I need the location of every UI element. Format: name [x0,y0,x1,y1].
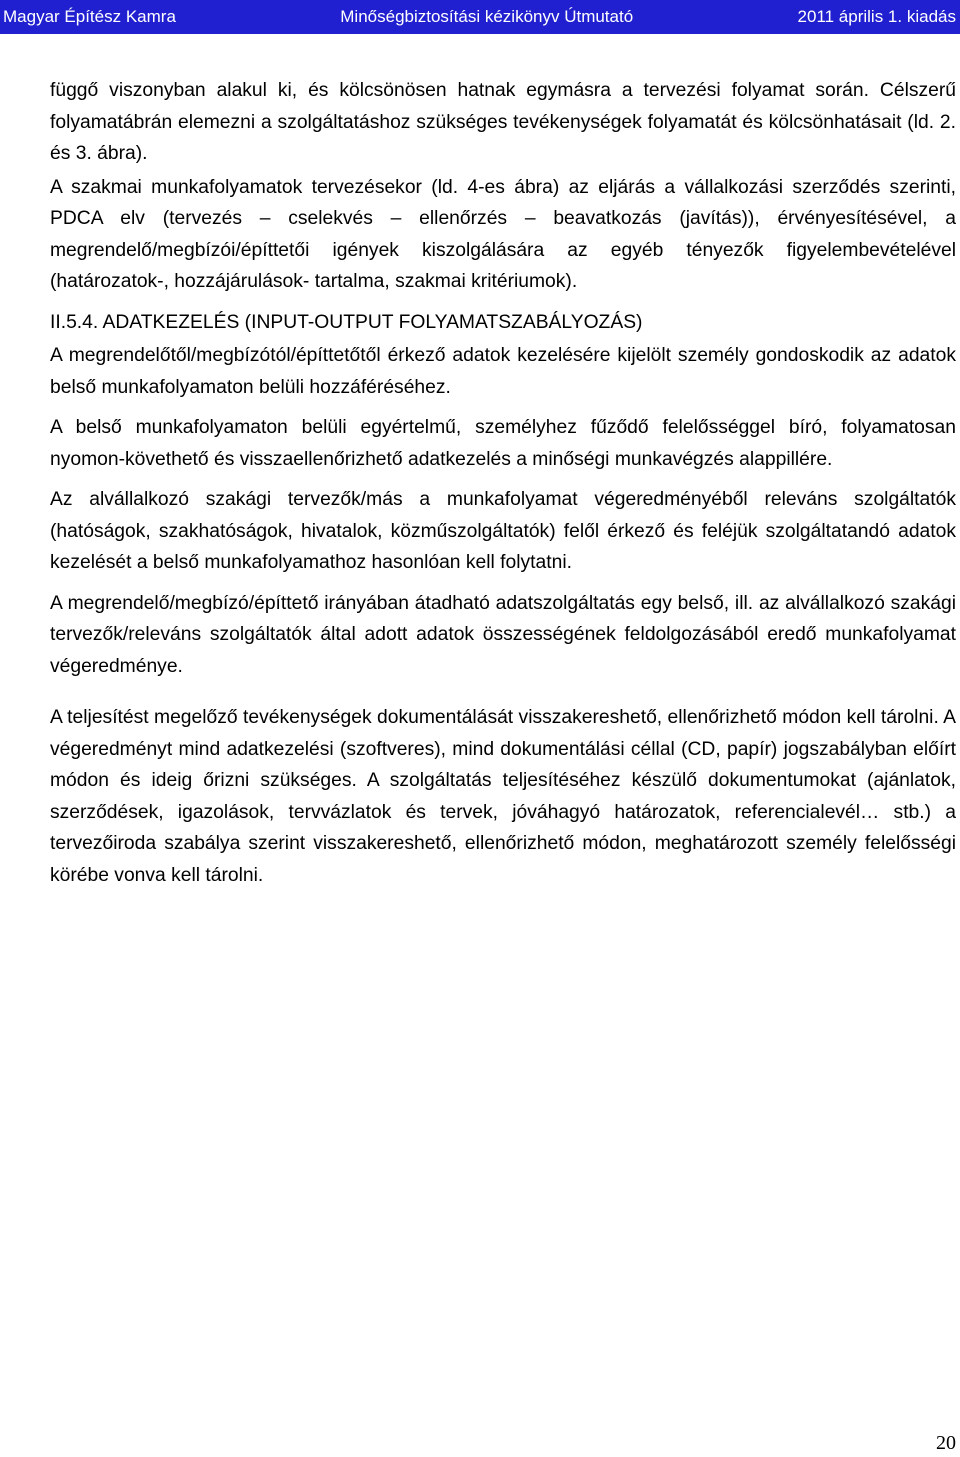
paragraph-subcontractors: Az alvállalkozó szakági tervezők/más a munkafolyamat végeredményéből releváns szolgáltatók (hatóságok, szakhatóságok, hivatalok, közműszolgáltatók) felől érkező és feléjük szolgáltatandó adatok kezelését a belső munkafolyamathoz hasonlóan kell folytatni. [50,489,956,573]
paragraph-pdca: A szakmai munkafolyamatok tervezésekor (ld. 4-es ábra) az eljárás a vállalkozási szerződés szerinti, PDCA elv (tervezés – cselekvés – ellenőrzés – beavatkozás (javítás)), érvényesítésével, a megrendelő/megbízói/építtetői igények kiszolgálására az egyéb tényezők figyelembevételével (határozatok-, hozzájárulások- tartalma, szakmai kritériumok). [50,176,956,292]
page-header [0,0,960,34]
section-heading: II.5.4. ADATKEZELÉS (INPUT-OUTPUT FOLYAMATSZABÁLYOZÁS) [50,311,643,333]
header-edition: 2011 április 1. kiadás [797,7,956,26]
header-organization: Magyar Építész Kamra [3,7,176,26]
paragraph-intro-continuation: függő viszonyban alakul ki, és kölcsönösen hatnak egymásra a tervezési folyamat során. Célszerű folyamatábrán elemezni a szolgáltatáshoz szükséges tevékenységek folyamatát és kölcsönhatásait (ld. 2. és 3. ábra). [50,80,956,164]
paragraph-data-delivery: A megrendelő/megbízó/építtető irányában átadható adatszolgáltatás egy belső, ill. az alvállalkozó szakági tervezők/releváns szolgáltatók által adott adatok összességének feldolgozásából eredő munkafolyamat végeredménye. [50,592,956,677]
document-body [50,75,956,891]
paragraph-documentation-storage: A teljesítést megelőző tevékenységek dokumentálását visszakereshető, ellenőrizhető módon kell tárolni. A végeredményt mind adatkezelési (szoftveres), mind dokumentálási céllal (CD, papír) jogszabályban előírt módon és ideig őrizni szükséges. A szolgáltatás teljesítéséhez készülő dokumentumokat (ajánlatok, szerződések, igazolások, tervvázlatok és tervek, jóváhagyó határozatok, referencialevél… stb.) a tervezőiroda szabálya szerint visszakereshető, ellenőrizhető módon, meghatározott személy felelősségi körébe vonva kell tárolni. [50,707,956,886]
header-document-title: Minőségbiztosítási kézikönyv Útmutató [340,7,634,26]
page-number: 20 [936,1432,956,1454]
paragraph-internal-workflow: A belső munkafolyamaton belüli egyértelmű, személyhez fűződő felelősséggel bíró, folyamatosan nyomon-követhető és visszaellenőrizhető adatkezelés a minőségi munkavégzés alappillére. [50,417,956,470]
paragraph-data-handler: A megrendelőtől/megbízótól/építtetőtől érkező adatok kezelésére kijelölt személy gondoskodik az adatok belső munkafolyamaton belüli hozzáféréséhez. [50,345,956,398]
